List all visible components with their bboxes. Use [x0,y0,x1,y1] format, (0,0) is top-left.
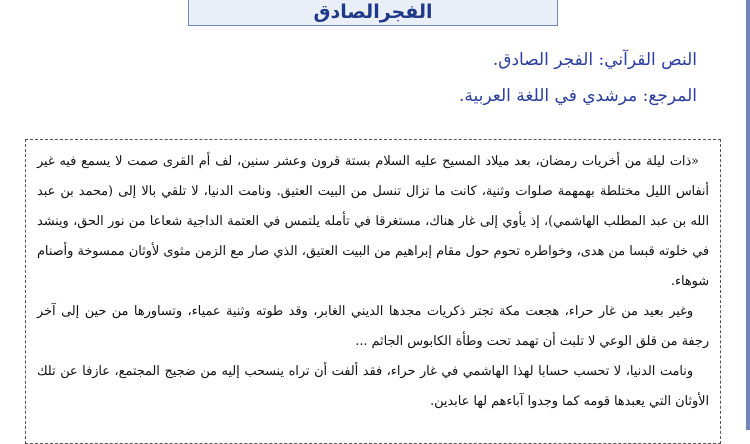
paragraph-1: «ذات ليلة من أخريات رمضان، بعد ميلاد المسيح عليه السلام بستة قرون وعشر سنين، لف أم القرى صمت لا يسمع فيه غير أنفاس الليل مختلطة بهمهمة صلوات وثنية، كانت ما تزال تنسل من البيت العتيق. ونامت الدنيا، لا تلقي بالا إلى (محمد بن عبد الله بن عبد المطلب الهاشمي)، إذ يأوي إلى غار هناك، مستغرقا في تأمله يلتمس في العتمة الداجية شعاعا من نور الحق، وينشد في خلوته قبسا من هدى، وخواطره تحوم حول مقام إبراهيم من البيت العتيق، الذي صار مع الزمن مثوى لأوثان ممسوخة وأصنام شوهاء. [37,154,709,289]
right-edge-bar [746,0,750,430]
paragraph-3: ونامت الدنيا، لا تحسب حسابا لهذا الهاشمي في غار حراء، فقد ألفت أن تراه ينسحب إليه من ضجيج المجتمع، عازفا عن تلك الأوثان التي يعبدها قومه كما وجدوا آباءهم لها عابدين. [37,364,709,409]
reference-line: المرجع: مرشدي في اللغة العربية. [459,86,697,106]
text-passage-box [25,139,721,444]
page-title: الفجرالصادق [313,1,433,23]
text-source-line: النص القرآني: الفجر الصادق. [492,50,697,70]
title-banner [188,0,558,26]
paragraph-2: وغير بعيد من غار حراء، هجعت مكة تجتر ذكريات مجدها الديني الغابر، وقد طوته وثنية عمياء، وتساورها من حين إلى آخر رجفة من قلق الوعي لا تلبث أن تهمد تحت وطأة الكابوس الجاثم ... [37,304,709,349]
